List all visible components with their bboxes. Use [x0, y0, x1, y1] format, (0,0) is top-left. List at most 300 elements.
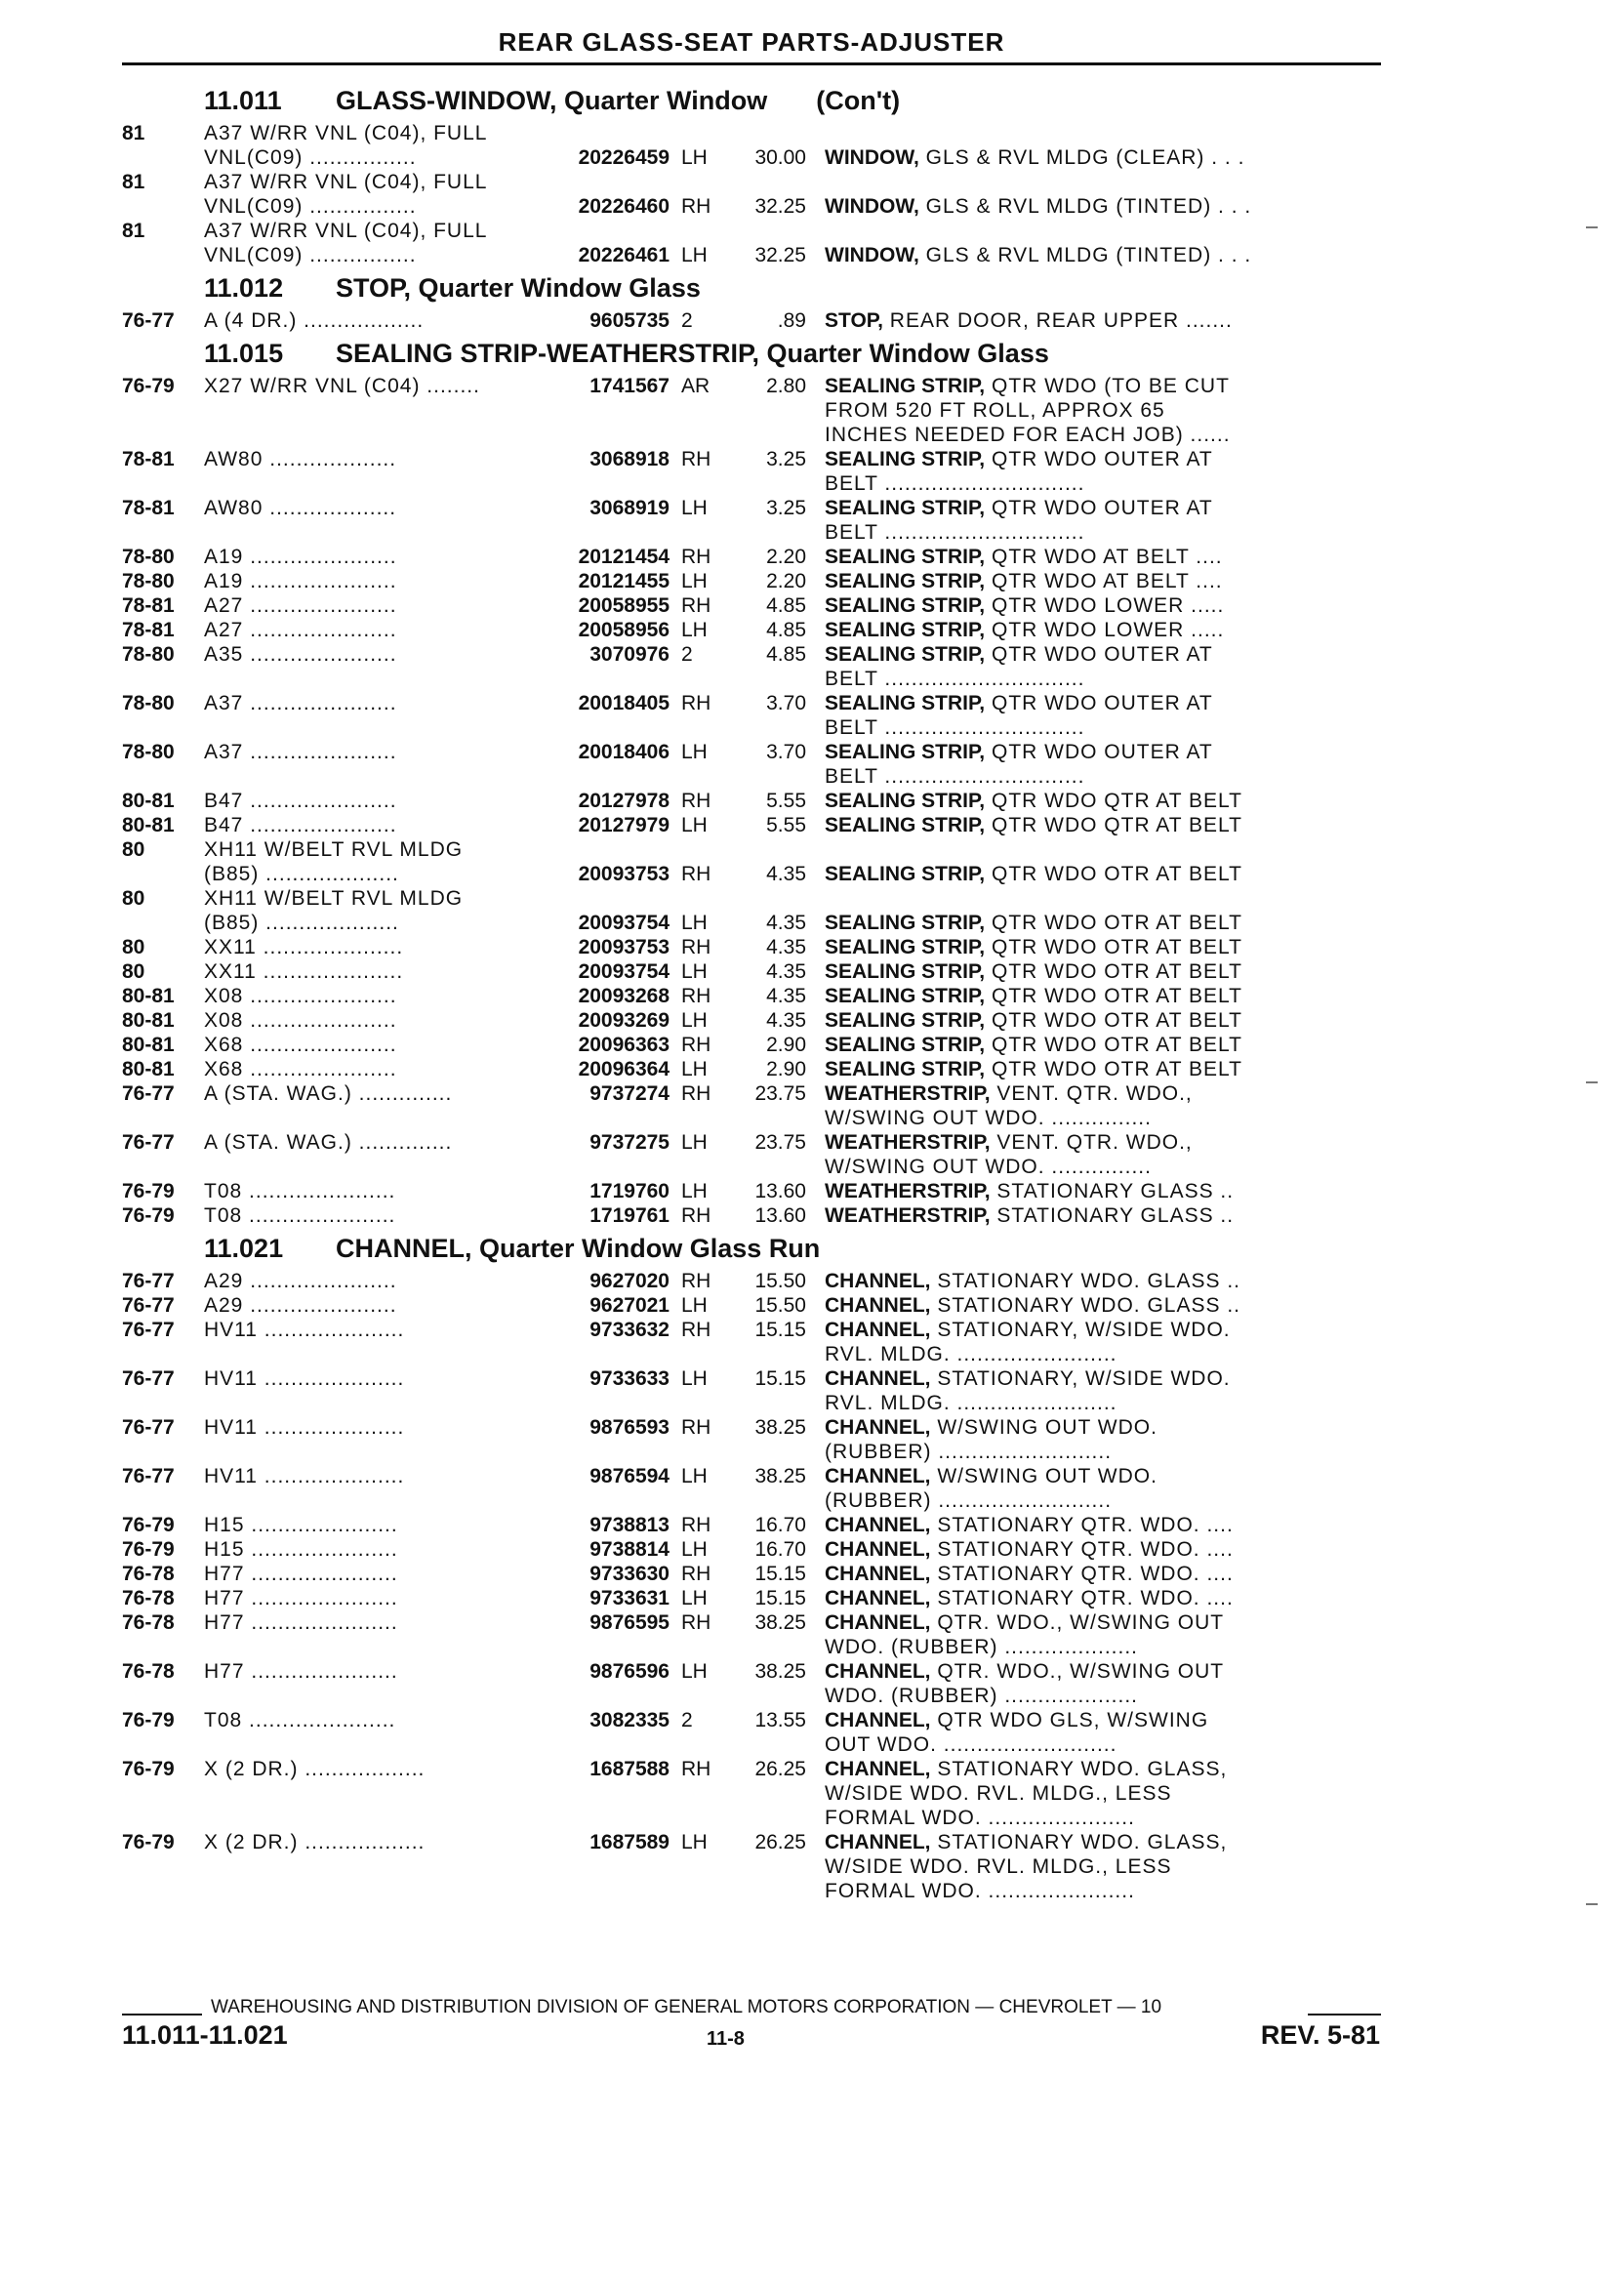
part-number: [546, 1342, 670, 1366]
model-application: X08 ......................: [204, 985, 397, 1007]
part-row: [122, 764, 1381, 789]
model-application: B47 ......................: [204, 790, 397, 812]
part-number: [546, 886, 670, 911]
model-application: A35 ......................: [204, 643, 397, 666]
part-description: [825, 691, 1381, 715]
list-price: [728, 1635, 806, 1659]
part-description-text: QTR. WDO., W/SWING OUT: [930, 1660, 1225, 1683]
column-gap: [806, 1635, 825, 1659]
part-description-text: QTR WDO OTR AT BELT: [985, 863, 1243, 885]
column-gap: [806, 1537, 825, 1562]
part-number: 9733632: [589, 1319, 670, 1341]
part-description: [825, 1391, 1381, 1415]
model-years: 76-77: [122, 1131, 175, 1154]
model-years: [122, 243, 204, 267]
column-gap: [806, 1130, 825, 1155]
part-row: [122, 1854, 1381, 1879]
side-quantity: [670, 1781, 728, 1806]
part-description-text: STATIONARY QTR. WDO. ....: [930, 1587, 1234, 1609]
side-quantity: RH: [681, 1082, 711, 1105]
model-years: 76-79: [122, 1514, 175, 1536]
part-name: CHANNEL,: [825, 1709, 931, 1731]
part-description: [825, 935, 1381, 959]
side-quantity: [670, 1391, 728, 1415]
column-gap: [806, 1610, 825, 1635]
model-years: 80-81: [122, 1058, 175, 1080]
column-gap: [806, 545, 825, 569]
list-price: 23.75: [754, 1082, 806, 1105]
list-price: 3.25: [766, 497, 806, 519]
model-years: 80-81: [122, 790, 175, 812]
part-description: [825, 1203, 1381, 1228]
part-description: [825, 1684, 1381, 1708]
part-description-text: W/SWING OUT WDO.: [930, 1465, 1157, 1487]
model-years: 76-77: [122, 1367, 175, 1390]
side-quantity: [670, 1879, 728, 1903]
part-row: [122, 1830, 1381, 1854]
part-description: [825, 1806, 1381, 1830]
model-years: [122, 1155, 204, 1179]
part-number: [546, 520, 670, 545]
model-application: [204, 715, 546, 740]
part-row: [122, 959, 1381, 984]
list-price: 13.55: [754, 1709, 806, 1731]
model-application: A37 W/RR VNL (C04), FULL: [204, 171, 488, 193]
model-years: 81: [122, 122, 145, 144]
part-row: [122, 219, 1381, 243]
part-number: 9738813: [589, 1514, 670, 1536]
side-quantity: LH: [681, 1294, 708, 1317]
column-gap: [806, 398, 825, 423]
model-years: 76-79: [122, 1180, 175, 1202]
part-name: CHANNEL,: [825, 1514, 931, 1536]
part-row: [122, 1106, 1381, 1130]
part-name: CHANNEL,: [825, 1538, 931, 1561]
list-price: 38.25: [754, 1465, 806, 1487]
model-application: [204, 1391, 546, 1415]
model-years: 76-78: [122, 1563, 175, 1585]
model-application: [204, 1342, 546, 1366]
part-description: [825, 1635, 1381, 1659]
part-number: 1719760: [589, 1180, 670, 1202]
part-row: [122, 121, 1381, 145]
model-application: AW80 ...................: [204, 448, 397, 470]
model-years: 76-77: [122, 1294, 175, 1317]
part-row: [122, 1269, 1381, 1293]
part-name: SEALING STRIP,: [825, 863, 986, 885]
part-row: [122, 1391, 1381, 1415]
column-gap: [806, 1269, 825, 1293]
model-application: HV11 .....................: [204, 1465, 405, 1487]
part-name: SEALING STRIP,: [825, 960, 986, 983]
part-number: 9738814: [589, 1538, 670, 1561]
part-name: WEATHERSTRIP,: [825, 1180, 991, 1202]
column-gap: [806, 593, 825, 618]
part-description-text: OUT WDO. ..........................: [825, 1733, 1117, 1756]
list-price: [728, 1781, 806, 1806]
part-row: [122, 1033, 1381, 1057]
part-number: [546, 1391, 670, 1415]
list-price: 30.00: [754, 146, 806, 169]
model-years: 80: [122, 936, 145, 958]
side-quantity: [670, 1440, 728, 1464]
section-title: SEALING STRIP-WEATHERSTRIP, Quarter Window Glass: [336, 338, 1049, 368]
side-quantity: LH: [681, 960, 708, 983]
part-number: 20093753: [578, 863, 670, 885]
part-description-text: BELT ..............................: [825, 765, 1085, 788]
part-description-text: WDO. (RUBBER) ....................: [825, 1685, 1139, 1707]
model-application: (B85) ....................: [204, 912, 399, 934]
part-description: [825, 1342, 1381, 1366]
model-application: A37 W/RR VNL (C04), FULL: [204, 220, 488, 242]
part-description-text: REAR DOOR, REAR UPPER .......: [882, 309, 1233, 332]
model-years: 76-79: [122, 375, 175, 397]
side-quantity: [670, 1106, 728, 1130]
section-title: GLASS-WINDOW, Quarter Window: [336, 85, 768, 115]
model-application: [204, 1732, 546, 1757]
model-application: [204, 471, 546, 496]
part-number: [546, 1732, 670, 1757]
column-gap: [806, 243, 825, 267]
part-number: 9733630: [589, 1563, 670, 1585]
model-application: [204, 1879, 546, 1903]
part-name: SEALING STRIP,: [825, 912, 986, 934]
side-quantity: [670, 1854, 728, 1879]
part-number: 9605735: [589, 309, 670, 332]
part-description-text: W/SIDE WDO. RVL. MLDG., LESS: [825, 1782, 1172, 1805]
model-application: HV11 .....................: [204, 1367, 405, 1390]
model-years: 80-81: [122, 1034, 175, 1056]
part-description-text: STATIONARY QTR. WDO. ....: [930, 1538, 1234, 1561]
part-name: SEALING STRIP,: [825, 643, 986, 666]
part-row: [122, 520, 1381, 545]
column-gap: [806, 471, 825, 496]
side-quantity: LH: [681, 244, 708, 266]
part-row: [122, 1586, 1381, 1610]
part-number: 1687589: [589, 1831, 670, 1853]
side-quantity: [670, 219, 728, 243]
part-description: [825, 813, 1381, 837]
part-name: WEATHERSTRIP,: [825, 1082, 991, 1105]
side-quantity: LH: [681, 1009, 708, 1032]
list-price: [728, 1106, 806, 1130]
side-quantity: [670, 471, 728, 496]
part-description: [825, 740, 1381, 764]
part-row: [122, 1732, 1381, 1757]
model-years: 76-77: [122, 309, 175, 332]
part-description-text: STATIONARY WDO. GLASS,: [930, 1758, 1228, 1780]
part-name: CHANNEL,: [825, 1587, 931, 1609]
side-quantity: RH: [681, 863, 711, 885]
part-description: [825, 1854, 1381, 1879]
model-years: [122, 1391, 204, 1415]
part-row: [122, 667, 1381, 691]
part-number: 9876595: [589, 1611, 670, 1634]
model-years: 76-78: [122, 1660, 175, 1683]
model-years: [122, 520, 204, 545]
model-years: [122, 1440, 204, 1464]
part-row: [122, 145, 1381, 170]
list-price: 16.70: [754, 1514, 806, 1536]
list-price: [728, 1155, 806, 1179]
model-years: 78-80: [122, 546, 175, 568]
part-description: [825, 862, 1381, 886]
part-description-text: QTR WDO OTR AT BELT: [985, 1009, 1243, 1032]
part-description-text: W/SIDE WDO. RVL. MLDG., LESS: [825, 1855, 1172, 1878]
column-gap: [806, 935, 825, 959]
part-name: SEALING STRIP,: [825, 1034, 986, 1056]
list-price: 38.25: [754, 1416, 806, 1439]
part-description-text: GLS & RVL MLDG (TINTED) . . .: [918, 195, 1252, 218]
side-quantity: LH: [681, 1587, 708, 1609]
part-description-text: QTR WDO AT BELT ....: [985, 570, 1223, 592]
part-name: WINDOW,: [825, 244, 919, 266]
model-years: [122, 715, 204, 740]
column-gap: [806, 837, 825, 862]
part-description-text: QTR WDO OTR AT BELT: [985, 985, 1243, 1007]
column-gap: [806, 984, 825, 1008]
part-description: [825, 1293, 1381, 1318]
part-number: 9627021: [589, 1294, 670, 1317]
part-name: SEALING STRIP,: [825, 936, 986, 958]
column-gap: [806, 1155, 825, 1179]
model-application: (B85) ....................: [204, 863, 399, 885]
list-price: [728, 886, 806, 911]
side-quantity: [670, 1155, 728, 1179]
model-years: 76-79: [122, 1709, 175, 1731]
column-gap: [806, 1659, 825, 1684]
column-gap: [806, 1708, 825, 1732]
part-name: SEALING STRIP,: [825, 692, 986, 714]
part-description: [825, 1781, 1381, 1806]
model-application: XH11 W/BELT RVL MLDG: [204, 838, 464, 861]
part-number: [546, 1806, 670, 1830]
model-years: 80: [122, 887, 145, 910]
part-number: [546, 1854, 670, 1879]
part-description-text: RVL. MLDG. ........................: [825, 1392, 1117, 1414]
model-application: X08 ......................: [204, 1009, 397, 1032]
part-row: [122, 308, 1381, 333]
column-gap: [806, 886, 825, 911]
side-quantity: [670, 1732, 728, 1757]
part-number: 20093754: [578, 960, 670, 983]
side-quantity: [670, 170, 728, 194]
part-name: CHANNEL,: [825, 1611, 931, 1634]
part-row: [122, 1203, 1381, 1228]
list-price: 3.25: [766, 448, 806, 470]
list-price: [728, 121, 806, 145]
model-application: VNL(C09) ................: [204, 195, 417, 218]
part-number: 1687588: [589, 1758, 670, 1780]
model-years: [122, 423, 204, 447]
part-name: SEALING STRIP,: [825, 985, 986, 1007]
part-name: CHANNEL,: [825, 1270, 931, 1292]
model-application: H77 ......................: [204, 1587, 398, 1609]
part-description-text: STATIONARY WDO. GLASS ..: [930, 1270, 1241, 1292]
side-quantity: [670, 1806, 728, 1830]
column-gap: [806, 308, 825, 333]
model-application: T08 ......................: [204, 1204, 396, 1227]
part-description-text: W/SWING OUT WDO.: [930, 1416, 1157, 1439]
part-description: [825, 496, 1381, 520]
list-price: [728, 1854, 806, 1879]
list-price: [728, 398, 806, 423]
part-description: [825, 1562, 1381, 1586]
part-description-text: W/SWING OUT WDO. ...............: [825, 1107, 1152, 1129]
part-row: [122, 935, 1381, 959]
side-quantity: [670, 764, 728, 789]
side-quantity: RH: [681, 1758, 711, 1780]
part-description: [825, 219, 1381, 243]
column-gap: [806, 740, 825, 764]
column-gap: [806, 764, 825, 789]
model-years: 81: [122, 220, 145, 242]
part-description: [825, 170, 1381, 194]
part-row: [122, 618, 1381, 642]
model-years: 78-81: [122, 619, 175, 641]
part-number: 9627020: [589, 1270, 670, 1292]
part-row: [122, 813, 1381, 837]
list-price: 2.90: [766, 1058, 806, 1080]
part-row: [122, 1464, 1381, 1488]
column-gap: [806, 1806, 825, 1830]
part-description: [825, 1179, 1381, 1203]
part-description: [825, 837, 1381, 862]
part-number: 1741567: [589, 375, 670, 397]
column-gap: [806, 496, 825, 520]
model-application: X68 ......................: [204, 1058, 397, 1080]
column-gap: [806, 1684, 825, 1708]
part-row: [122, 1440, 1381, 1464]
list-price: 15.15: [754, 1319, 806, 1341]
side-quantity: LH: [681, 814, 708, 836]
part-row: [122, 1318, 1381, 1342]
part-number: 9737275: [589, 1131, 670, 1154]
part-description-text: QTR WDO (TO BE CUT: [985, 375, 1230, 397]
list-price: [728, 170, 806, 194]
part-description: [825, 1586, 1381, 1610]
model-years: [122, 911, 204, 935]
part-row: [122, 1366, 1381, 1391]
part-number: 3070976: [589, 643, 670, 666]
part-name: WEATHERSTRIP,: [825, 1131, 991, 1154]
footer-section-range: 11.011-11.021: [122, 2020, 288, 2050]
model-application: [204, 398, 546, 423]
part-description-text: QTR WDO OUTER AT: [985, 741, 1213, 763]
part-row: [122, 545, 1381, 569]
list-price: [728, 837, 806, 862]
model-application: HV11 .....................: [204, 1319, 405, 1341]
part-number: 20226461: [578, 244, 670, 266]
side-quantity: [670, 121, 728, 145]
model-application: A (STA. WAG.) ..............: [204, 1131, 453, 1154]
part-description-text: STATIONARY WDO. GLASS,: [930, 1831, 1228, 1853]
side-quantity: [670, 1488, 728, 1513]
list-price: [728, 423, 806, 447]
list-price: 4.35: [766, 985, 806, 1007]
list-price: 4.35: [766, 912, 806, 934]
model-years: [122, 1106, 204, 1130]
part-number: [546, 398, 670, 423]
side-quantity: RH: [681, 692, 711, 714]
part-row: [122, 1008, 1381, 1033]
list-price: 5.55: [766, 790, 806, 812]
list-price: 16.70: [754, 1538, 806, 1561]
model-years: [122, 398, 204, 423]
part-number: [546, 1106, 670, 1130]
side-quantity: RH: [681, 1034, 711, 1056]
side-quantity: LH: [681, 1180, 708, 1202]
part-number: 9876593: [589, 1416, 670, 1439]
part-description-text: QTR WDO OTR AT BELT: [985, 960, 1243, 983]
model-application: HV11 .....................: [204, 1416, 405, 1439]
part-row: [122, 1659, 1381, 1684]
part-number: 20058956: [578, 619, 670, 641]
part-description: [825, 121, 1381, 145]
part-row: [122, 1057, 1381, 1081]
part-description: [825, 1537, 1381, 1562]
side-quantity: RH: [681, 1416, 711, 1439]
part-description-text: INCHES NEEDED FOR EACH JOB) ......: [825, 424, 1231, 446]
part-number: 20093753: [578, 936, 670, 958]
list-price: 26.25: [754, 1831, 806, 1853]
side-quantity: LH: [681, 1538, 708, 1561]
part-description-text: FROM 520 FT ROLL, APPROX 65: [825, 399, 1165, 422]
part-name: SEALING STRIP,: [825, 814, 986, 836]
part-row: [122, 1610, 1381, 1635]
part-name: SEALING STRIP,: [825, 741, 986, 763]
part-description-text: QTR WDO QTR AT BELT: [985, 814, 1243, 836]
part-name: SEALING STRIP,: [825, 546, 986, 568]
part-row: [122, 170, 1381, 194]
section-heading: [122, 1228, 1381, 1269]
list-price: 4.35: [766, 960, 806, 983]
part-description: [825, 145, 1381, 170]
part-number: 9733633: [589, 1367, 670, 1390]
model-years: 78-81: [122, 497, 175, 519]
part-description: [825, 789, 1381, 813]
model-years: [122, 471, 204, 496]
footer-revision: REV. 5-81: [1260, 2020, 1380, 2050]
part-description: [825, 374, 1381, 398]
model-application: B47 ......................: [204, 814, 397, 836]
part-row: [122, 423, 1381, 447]
part-description-text: W/SWING OUT WDO. ...............: [825, 1156, 1152, 1178]
side-quantity: 2: [681, 1709, 693, 1731]
part-description-text: BELT ..............................: [825, 472, 1085, 495]
model-years: 76-77: [122, 1319, 175, 1341]
model-years: 76-78: [122, 1611, 175, 1634]
part-description: [825, 1008, 1381, 1033]
part-description-text: QTR WDO OTR AT BELT: [985, 1058, 1243, 1080]
part-description-text: RVL. MLDG. ........................: [825, 1343, 1117, 1365]
part-name: WEATHERSTRIP,: [825, 1204, 991, 1227]
list-price: [728, 1488, 806, 1513]
column-gap: [806, 121, 825, 145]
model-application: A29 ......................: [204, 1270, 397, 1292]
model-years: 78-80: [122, 570, 175, 592]
model-application: A19 ......................: [204, 570, 397, 592]
part-name: CHANNEL,: [825, 1294, 931, 1317]
part-description: [825, 1610, 1381, 1635]
list-price: 26.25: [754, 1758, 806, 1780]
model-years: [122, 1488, 204, 1513]
model-application: A37 ......................: [204, 741, 397, 763]
model-application: VNL(C09) ................: [204, 244, 417, 266]
model-application: T08 ......................: [204, 1180, 396, 1202]
part-number: 20127978: [578, 790, 670, 812]
part-description-text: GLS & RVL MLDG (CLEAR) . . .: [918, 146, 1245, 169]
